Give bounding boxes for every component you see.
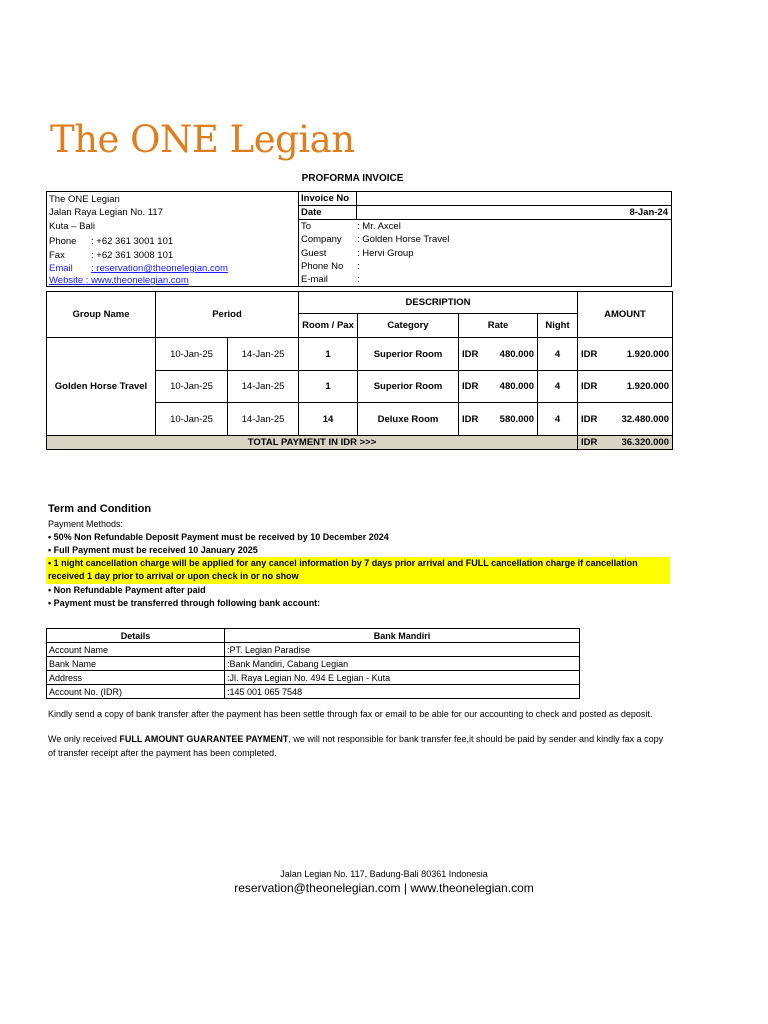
email-value: : bbox=[357, 274, 360, 285]
term-cancellation-line1: • 1 night cancellation charge will be applied for any cancel information by 7 days prior arrival and FULL cancellation charge if cancellation bbox=[48, 558, 638, 568]
bank-row-label: Account Name bbox=[47, 643, 225, 657]
amount-value: 1.920.000 bbox=[626, 381, 669, 392]
term-deposit: • 50% Non Refundable Deposit Payment must be received by 10 December 2024 bbox=[48, 532, 389, 542]
room-pax-header: Room / Pax bbox=[299, 314, 358, 338]
room-pax: 1 bbox=[299, 371, 358, 403]
hotel-logo: The ONE Legian bbox=[50, 118, 355, 161]
bank-name-header: Bank Mandiri bbox=[225, 629, 580, 643]
bank-row-value: :PT. Legian Paradise bbox=[225, 643, 580, 657]
bank-row-value: :Jl. Raya Legian No. 494 E Legian - Kuta bbox=[225, 671, 580, 685]
nights: 4 bbox=[538, 403, 578, 436]
period-to: 14-Jan-25 bbox=[228, 338, 299, 371]
total-row bbox=[47, 436, 673, 450]
period-header: Period bbox=[156, 292, 299, 338]
table-row bbox=[47, 643, 580, 657]
hotel-address-line2: Kuta – Bali bbox=[49, 221, 95, 232]
phone-no-value: : bbox=[357, 261, 360, 272]
guarantee-note-start: We only received bbox=[48, 734, 120, 744]
group-name-header: Group Name bbox=[47, 292, 156, 338]
rate-header: Rate bbox=[459, 314, 538, 338]
period-to: 14-Jan-25 bbox=[228, 371, 299, 403]
room-category: Superior Room bbox=[358, 338, 459, 371]
table-row bbox=[47, 657, 580, 671]
period-to: 14-Jan-25 bbox=[228, 403, 299, 436]
document-title: PROFORMA INVOICE bbox=[301, 173, 404, 184]
hotel-address-line1: Jalan Raya Legian No. 117 bbox=[49, 207, 163, 218]
guarantee-note bbox=[48, 732, 673, 760]
amount-value: 1.920.000 bbox=[626, 348, 669, 360]
payment-methods-label: Payment Methods: bbox=[48, 519, 124, 529]
invoice-no-label: Invoice No bbox=[301, 193, 350, 204]
bank-row-value: :Bank Mandiri, Cabang Legian bbox=[225, 657, 580, 671]
nights: 4 bbox=[538, 371, 578, 403]
guarantee-note-emphasis: FULL AMOUNT GUARANTEE PAYMENT bbox=[119, 734, 289, 744]
amount-currency: IDR bbox=[581, 413, 598, 425]
company-label: Company bbox=[301, 234, 342, 245]
bank-row-label: Account No. (IDR) bbox=[47, 685, 225, 699]
invoice-date: 8-Jan-24 bbox=[629, 207, 668, 218]
table-row bbox=[47, 685, 580, 699]
email-label: E-mail bbox=[301, 274, 328, 285]
room-pax: 14 bbox=[299, 403, 358, 436]
rate-value: 580.000 bbox=[499, 413, 534, 425]
hotel-phone-label: Phone bbox=[49, 236, 77, 247]
hotel-name: The ONE Legian bbox=[49, 194, 120, 205]
rate-currency: IDR bbox=[462, 348, 479, 360]
description-header: DESCRIPTION bbox=[299, 292, 578, 314]
term-full-payment: • Full Payment must be received 10 January 2025 bbox=[48, 545, 258, 555]
bank-row-label: Bank Name bbox=[47, 657, 225, 671]
rate-currency: IDR bbox=[462, 413, 479, 425]
guarantee-note-end: , we will not responsible for bank transfer fee,it should be paid by sender and kindly fax a copy of transfer receipt after the payment has been completed. bbox=[48, 734, 664, 758]
room-category: Superior Room bbox=[358, 371, 459, 403]
table-row bbox=[47, 671, 580, 685]
group-name-cell: Golden Horse Travel bbox=[47, 338, 156, 436]
category-header: Category bbox=[358, 314, 459, 338]
total-amount: 36.320.000 bbox=[621, 437, 669, 448]
to-value: : Mr. Axcel bbox=[357, 221, 401, 232]
bank-details-header: Details bbox=[47, 629, 225, 643]
rate-value: 480.000 bbox=[499, 381, 534, 392]
total-label: TOTAL PAYMENT IN IDR >>> bbox=[47, 436, 578, 450]
reservation-table bbox=[46, 291, 673, 450]
table-row bbox=[47, 338, 673, 371]
nights: 4 bbox=[538, 338, 578, 371]
period-from: 10-Jan-25 bbox=[156, 371, 228, 403]
invoice-header bbox=[46, 191, 672, 287]
term-non-refundable: • Non Refundable Payment after paid bbox=[48, 585, 206, 595]
amount-value: 32.480.000 bbox=[621, 413, 669, 425]
terms-title: Term and Condition bbox=[48, 503, 152, 515]
hotel-email-label: Email bbox=[49, 263, 73, 274]
bank-account-table bbox=[46, 628, 580, 699]
transfer-note: Kindly send a copy of bank transfer after the payment has been settle through fax or email to be able for our accounting to check and posted as deposit. bbox=[48, 709, 653, 719]
footer-address: Jalan Legian No. 117, Badung-Bali 80361 Indonesia bbox=[280, 869, 488, 879]
rate-currency: IDR bbox=[462, 381, 479, 392]
amount-header: AMOUNT bbox=[578, 292, 673, 338]
to-label: To bbox=[301, 221, 312, 232]
term-cancellation-line2: received 1 day prior to arrival or upon check in or no show bbox=[48, 571, 299, 581]
footer-contact: reservation@theonelegian.com | www.theonelegian.com bbox=[234, 881, 534, 895]
guest-value: : Hervi Group bbox=[357, 248, 414, 259]
amount-currency: IDR bbox=[581, 348, 598, 360]
room-pax: 1 bbox=[299, 338, 358, 371]
period-from: 10-Jan-25 bbox=[156, 403, 228, 436]
room-category: Deluxe Room bbox=[358, 403, 459, 436]
total-currency: IDR bbox=[581, 437, 598, 448]
company-value: : Golden Horse Travel bbox=[357, 234, 450, 245]
amount-currency: IDR bbox=[581, 381, 598, 392]
date-label: Date bbox=[301, 207, 322, 218]
hotel-fax-value: : +62 361 3008 101 bbox=[91, 250, 174, 261]
period-from: 10-Jan-25 bbox=[156, 338, 228, 371]
hotel-fax-label: Fax bbox=[49, 250, 65, 261]
invoice-details bbox=[299, 192, 671, 286]
rate-value: 480.000 bbox=[499, 348, 534, 360]
bank-row-value: :145 001 065 7548 bbox=[225, 685, 580, 699]
bank-row-label: Address bbox=[47, 671, 225, 685]
guest-label: Guest bbox=[301, 248, 327, 259]
hotel-email-link[interactable]: : reservation@theonelegian.com bbox=[91, 263, 228, 274]
phone-no-label: Phone No bbox=[301, 261, 344, 272]
hotel-phone-value: : +62 361 3001 101 bbox=[91, 236, 174, 247]
hotel-website-link[interactable]: Website : www.theonelegian.com bbox=[49, 275, 189, 286]
term-bank-transfer: • Payment must be transferred through following bank account: bbox=[48, 598, 321, 608]
hotel-info bbox=[47, 192, 299, 286]
night-header: Night bbox=[538, 314, 578, 338]
